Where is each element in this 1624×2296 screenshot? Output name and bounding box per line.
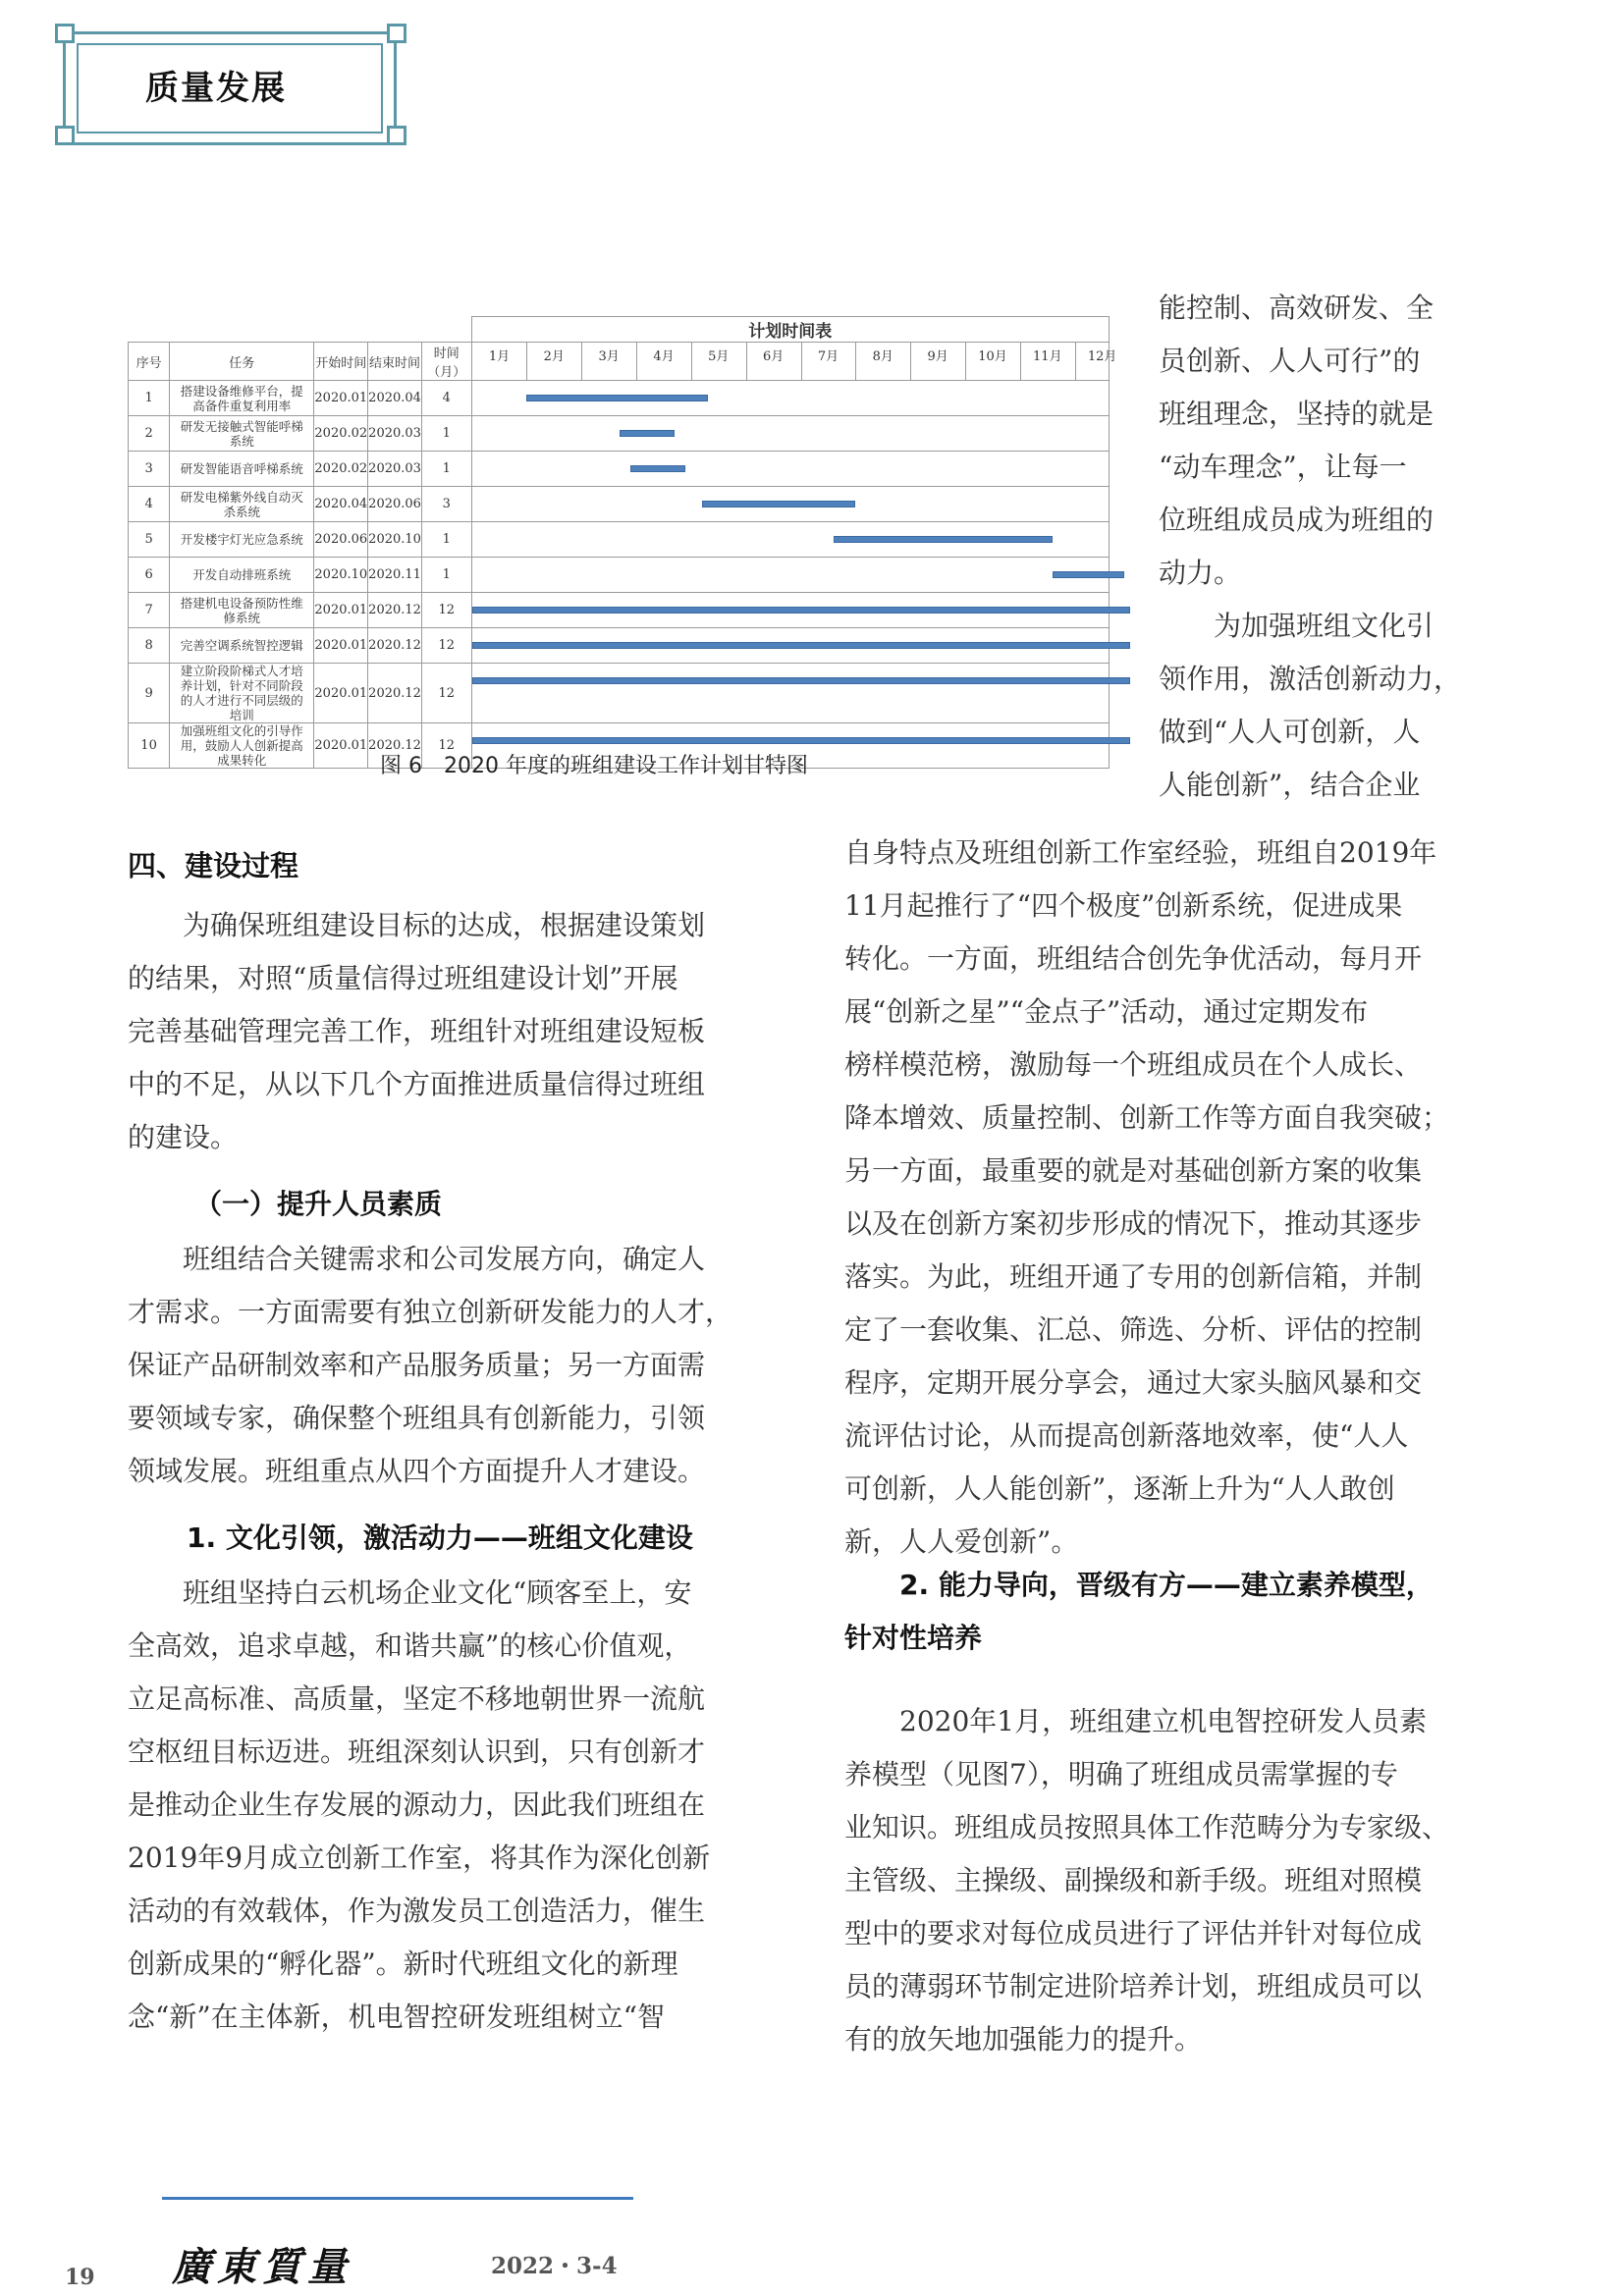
text-line: 11月起推行了“四个极度”创新系统，促进成果 — [844, 889, 1403, 922]
gantt-cell-start: 2020.01 — [314, 628, 368, 664]
table-row — [129, 381, 1110, 416]
month-divider — [636, 343, 637, 380]
frame-corner — [387, 24, 406, 43]
month-divider — [691, 343, 692, 380]
gantt-cell-months: 3 — [421, 487, 471, 522]
text-line: 有的放矢地加强能力的提升。 — [844, 2023, 1203, 2056]
gantt-cell-end: 2020.03 — [368, 416, 422, 452]
month-divider — [526, 343, 527, 380]
gantt-bar-cell — [471, 416, 1109, 452]
month-divider — [746, 343, 747, 380]
month-divider — [1020, 343, 1021, 380]
gantt-cell-end: 2020.06 — [368, 487, 422, 522]
frame-corner — [55, 126, 75, 145]
gantt-month-label: 8月 — [872, 349, 893, 364]
gantt-cell-task: 开发楼宇灯光应急系统 — [170, 522, 314, 558]
gantt-cell-months: 12 — [421, 664, 471, 723]
text-line: 自身特点及班组创新工作室经验，班组自2019年 — [844, 836, 1437, 869]
month-divider — [801, 343, 802, 380]
text-line: 领作用，激活创新动力， — [1159, 663, 1462, 695]
gantt-month-label: 9月 — [927, 349, 948, 364]
gantt-bar-cell — [471, 664, 1109, 723]
gantt-cell-task: 研发无接触式智能呼梯系统 — [170, 416, 314, 452]
gantt-cell-no: 1 — [129, 381, 170, 416]
subheading-1: （一）提升人员素质 — [194, 1188, 443, 1220]
month-divider — [910, 343, 911, 380]
text-line: 立足高标准、高质量，坚定不移地朝世界一流航 — [128, 1682, 706, 1715]
gantt-cell-start: 2020.04 — [314, 487, 368, 522]
gantt-bar-cell — [471, 381, 1109, 416]
text-line: 动力。 — [1159, 557, 1242, 589]
gantt-col-header: 结束时间 — [368, 343, 422, 381]
gantt-bar-cell — [471, 452, 1109, 487]
text-line: 养模型（见图7），明确了班组成员需掌握的专 — [844, 1758, 1398, 1790]
gantt-cell-months: 1 — [421, 452, 471, 487]
gantt-cell-months: 12 — [421, 723, 471, 769]
table-row — [129, 664, 1110, 723]
magazine-logo: 廣東質量 — [172, 2244, 352, 2290]
text-line: “动车理念”，让每一 — [1159, 451, 1407, 483]
gantt-cell-end: 2020.04 — [368, 381, 422, 416]
footer-rule — [162, 2197, 633, 2200]
gantt-cell-start: 2020.01 — [314, 593, 368, 628]
subheading-2: 1. 文化引领，激活动力——班组文化建设 — [187, 1522, 693, 1554]
left-paragraph-3 — [128, 1567, 776, 2044]
gantt-bar — [630, 465, 685, 472]
text-line: 新，人人爱创新”。 — [844, 1525, 1079, 1558]
gantt-month-label: 6月 — [762, 349, 785, 364]
gantt-cell-end: 2020.03 — [368, 452, 422, 487]
subheading-line: 2. 能力导向，晋级有方——建立素养模型， — [844, 1569, 1434, 1601]
table-row — [129, 416, 1110, 452]
text-line: 完善基础管理完善工作，班组针对班组建设短板 — [128, 1015, 706, 1047]
text-line: 创新成果的“孵化器”。新时代班组文化的新理 — [128, 1948, 678, 1980]
gantt-bar — [472, 607, 1130, 614]
left-paragraph-2 — [128, 1233, 776, 1498]
gantt-cell-end: 2020.11 — [368, 558, 422, 593]
text-line: 业知识。班组成员按照具体工作范畴分为专家级、 — [844, 1811, 1450, 1843]
gantt-bar-cell — [471, 558, 1109, 593]
gantt-cell-no: 7 — [129, 593, 170, 628]
gantt-month-label: 1月 — [488, 349, 511, 364]
gantt-cell-no: 3 — [129, 452, 170, 487]
gantt-cell-task: 研发电梯紫外线自动灭杀系统 — [170, 487, 314, 522]
gantt-cell-months: 12 — [421, 628, 471, 664]
text-line: 2019年9月成立创新工作室，将其作为深化创新 — [128, 1842, 711, 1874]
gantt-bar — [702, 501, 855, 507]
month-divider — [1075, 343, 1076, 380]
text-line: 榜样模范榜，激励每一个班组成员在个人成长、 — [844, 1048, 1423, 1081]
right-top-text — [1159, 282, 1492, 812]
gantt-cell-end: 2020.12 — [368, 723, 422, 769]
text-line: 才需求。一方面需要有独立创新研发能力的人才， — [128, 1296, 733, 1328]
gantt-bar — [472, 642, 1130, 649]
gantt-cell-task: 搭建机电设备预防性维修系统 — [170, 593, 314, 628]
gantt-month-label: 10月 — [978, 349, 1007, 364]
gantt-cell-end: 2020.12 — [368, 593, 422, 628]
gantt-cell-end: 2020.12 — [368, 664, 422, 723]
gantt-cell-start: 2020.01 — [314, 664, 368, 723]
text-line: 可创新，人人能创新”，逐渐上升为“人人敢创 — [844, 1472, 1395, 1505]
subheading-line: 针对性培养 — [844, 1622, 983, 1654]
text-line: 定了一套收集、汇总、筛选、分析、评估的控制 — [844, 1313, 1423, 1346]
text-line: 员创新、人人可行”的 — [1159, 345, 1421, 377]
text-line: 做到“人人可创新，人 — [1159, 716, 1421, 748]
text-line: 以及在创新方案初步形成的情况下，推动其逐步 — [844, 1207, 1423, 1240]
gantt-col-header: 开始时间 — [314, 343, 368, 381]
text-line: 空枢纽目标迈进。班组深刻认识到，只有创新才 — [128, 1735, 706, 1768]
text-line: 活动的有效载体，作为激发员工创造活力，催生 — [128, 1895, 706, 1927]
subheading-3 — [844, 1559, 1492, 1665]
text-line: 的结果，对照“质量信得过班组建设计划”开展 — [128, 962, 678, 994]
text-line: 班组坚持白云机场企业文化“顾客至上，安 — [128, 1576, 692, 1609]
gantt-cell-months: 12 — [421, 593, 471, 628]
text-line: 另一方面，最重要的就是对基础创新方案的收集 — [844, 1154, 1423, 1187]
gantt-cell-no: 5 — [129, 522, 170, 558]
text-line: 2020年1月，班组建立机电智控研发人员素 — [844, 1705, 1428, 1737]
month-divider — [581, 343, 582, 380]
text-line: 员的薄弱环节制定进阶培养计划，班组成员可以 — [844, 1970, 1423, 2002]
gantt-cell-months: 1 — [421, 416, 471, 452]
gantt-month-label: 4月 — [653, 349, 675, 364]
page-number: 19 — [65, 2265, 95, 2290]
table-row — [129, 558, 1110, 593]
table-row — [129, 452, 1110, 487]
gantt-cell-end: 2020.12 — [368, 628, 422, 664]
gantt-bar — [620, 430, 675, 437]
gantt-cell-start: 2020.02 — [314, 416, 368, 452]
text-line: 降本增效、质量控制、创新工作等方面自我突破； — [844, 1101, 1450, 1134]
text-line: 展“创新之星”“金点子”活动，通过定期发布 — [844, 995, 1369, 1028]
gantt-cell-months: 1 — [421, 522, 471, 558]
text-line: 是推动企业生存发展的源动力，因此我们班组在 — [128, 1789, 706, 1821]
gantt-col-header: 任务 — [170, 343, 314, 381]
gantt-month-label: 7月 — [817, 349, 839, 364]
gantt-bar-cell — [471, 593, 1109, 628]
text-line: 领域发展。班组重点从四个方面提升人才建设。 — [128, 1455, 706, 1487]
figure-caption: 图 6 2020 年度的班组建设工作计划甘特图 — [380, 754, 808, 778]
gantt-cell-start: 2020.01 — [314, 723, 368, 769]
text-line: 中的不足，从以下几个方面推进质量信得过班组 — [128, 1068, 706, 1100]
gantt-cell-no: 4 — [129, 487, 170, 522]
frame-corner — [387, 126, 406, 145]
gantt-cell-start: 2020.10 — [314, 558, 368, 593]
gantt-cell-start: 2020.02 — [314, 452, 368, 487]
gantt-cell-no: 9 — [129, 664, 170, 723]
gantt-months-header — [471, 343, 1117, 381]
gantt-cell-months: 4 — [421, 381, 471, 416]
gantt-cell-no: 2 — [129, 416, 170, 452]
gantt-cell-task: 加强班组文化的引导作用，鼓励人人创新提高成果转化 — [170, 723, 314, 769]
month-divider — [965, 343, 966, 380]
section-heading: 四、建设过程 — [128, 849, 299, 882]
text-line: 全高效，追求卓越，和谐共赢”的核心价值观， — [128, 1629, 692, 1662]
issue-date: 2022・3-4 — [491, 2253, 618, 2279]
gantt-bar — [526, 395, 707, 401]
text-line: 能控制、高效研发、全 — [1159, 292, 1435, 324]
right-paragraph-2 — [844, 1695, 1492, 2066]
month-divider — [855, 343, 856, 380]
left-paragraph-1 — [128, 899, 776, 1164]
table-row — [129, 487, 1110, 522]
gantt-cell-no: 10 — [129, 723, 170, 769]
text-line: 班组结合关键需求和公司发展方向，确定人 — [128, 1243, 706, 1275]
gantt-bar — [834, 536, 1053, 543]
gantt-cell-task: 建立阶段阶梯式人才培养计划，针对不同阶段的人才进行不同层级的培训 — [170, 664, 314, 723]
gantt-cell-task: 搭建设备维修平台，提高备件重复利用率 — [170, 381, 314, 416]
text-line: 转化。一方面，班组结合创先争优活动，每月开 — [844, 942, 1423, 975]
text-line: 为确保班组建设目标的达成，根据建设策划 — [128, 909, 706, 941]
text-line: 人能创新”，结合企业 — [1159, 769, 1421, 801]
gantt-bar — [472, 677, 1130, 684]
text-line: 念“新”在主体新，机电智控研发班组树立“智 — [128, 2001, 665, 2033]
text-line: 班组理念，坚持的就是 — [1159, 398, 1435, 430]
gantt-bar — [1053, 571, 1124, 578]
text-line: 要领域专家，确保整个班组具有创新能力，引领 — [128, 1402, 706, 1434]
text-line: 位班组成员成为班组的 — [1159, 504, 1435, 536]
gantt-bar-cell — [471, 522, 1109, 558]
gantt-cell-task: 完善空调系统智控逻辑 — [170, 628, 314, 664]
gantt-cell-start: 2020.06 — [314, 522, 368, 558]
gantt-cell-no: 8 — [129, 628, 170, 664]
gantt-table — [128, 316, 1117, 769]
text-line: 的建设。 — [128, 1121, 239, 1153]
text-line: 主管级、主操级、副操级和新手级。班组对照模 — [844, 1864, 1423, 1896]
frame-corner — [55, 24, 75, 43]
gantt-month-label: 11月 — [1033, 349, 1062, 364]
gantt-cell-start: 2020.01 — [314, 381, 368, 416]
gantt-month-label: 5月 — [708, 349, 730, 364]
gantt-bar — [472, 737, 1130, 744]
text-line: 为加强班组文化引 — [1159, 610, 1435, 642]
gantt-bar-cell — [471, 628, 1109, 664]
gantt-cell-months: 1 — [421, 558, 471, 593]
section-title: 质量发展 — [145, 69, 287, 108]
gantt-col-header: 时间（月） — [421, 343, 471, 381]
text-line: 程序，定期开展分享会，通过大家头脑风暴和交 — [844, 1366, 1423, 1399]
text-line: 落实。为此，班组开通了专用的创新信箱，并制 — [844, 1260, 1423, 1293]
gantt-bar-cell — [471, 487, 1109, 522]
gantt-month-label: 12月 — [1087, 349, 1117, 364]
gantt-month-label: 3月 — [598, 349, 620, 364]
gantt-month-label: 2月 — [543, 349, 565, 364]
gantt-title: 计划时间表 — [471, 317, 1109, 343]
right-paragraph-1 — [844, 827, 1492, 1569]
text-line: 型中的要求对每位成员进行了评估并针对每位成 — [844, 1917, 1423, 1949]
table-row — [129, 628, 1110, 664]
text-line: 保证产品研制效率和产品服务质量；另一方面需 — [128, 1349, 706, 1381]
gantt-cell-no: 6 — [129, 558, 170, 593]
gantt-cell-task: 研发智能语音呼梯系统 — [170, 452, 314, 487]
gantt-col-header: 序号 — [129, 343, 170, 381]
gantt-cell-task: 开发自动排班系统 — [170, 558, 314, 593]
table-row — [129, 593, 1110, 628]
text-line: 流评估讨论，从而提高创新落地效率，使“人人 — [844, 1419, 1409, 1452]
table-row — [129, 522, 1110, 558]
gantt-cell-end: 2020.10 — [368, 522, 422, 558]
